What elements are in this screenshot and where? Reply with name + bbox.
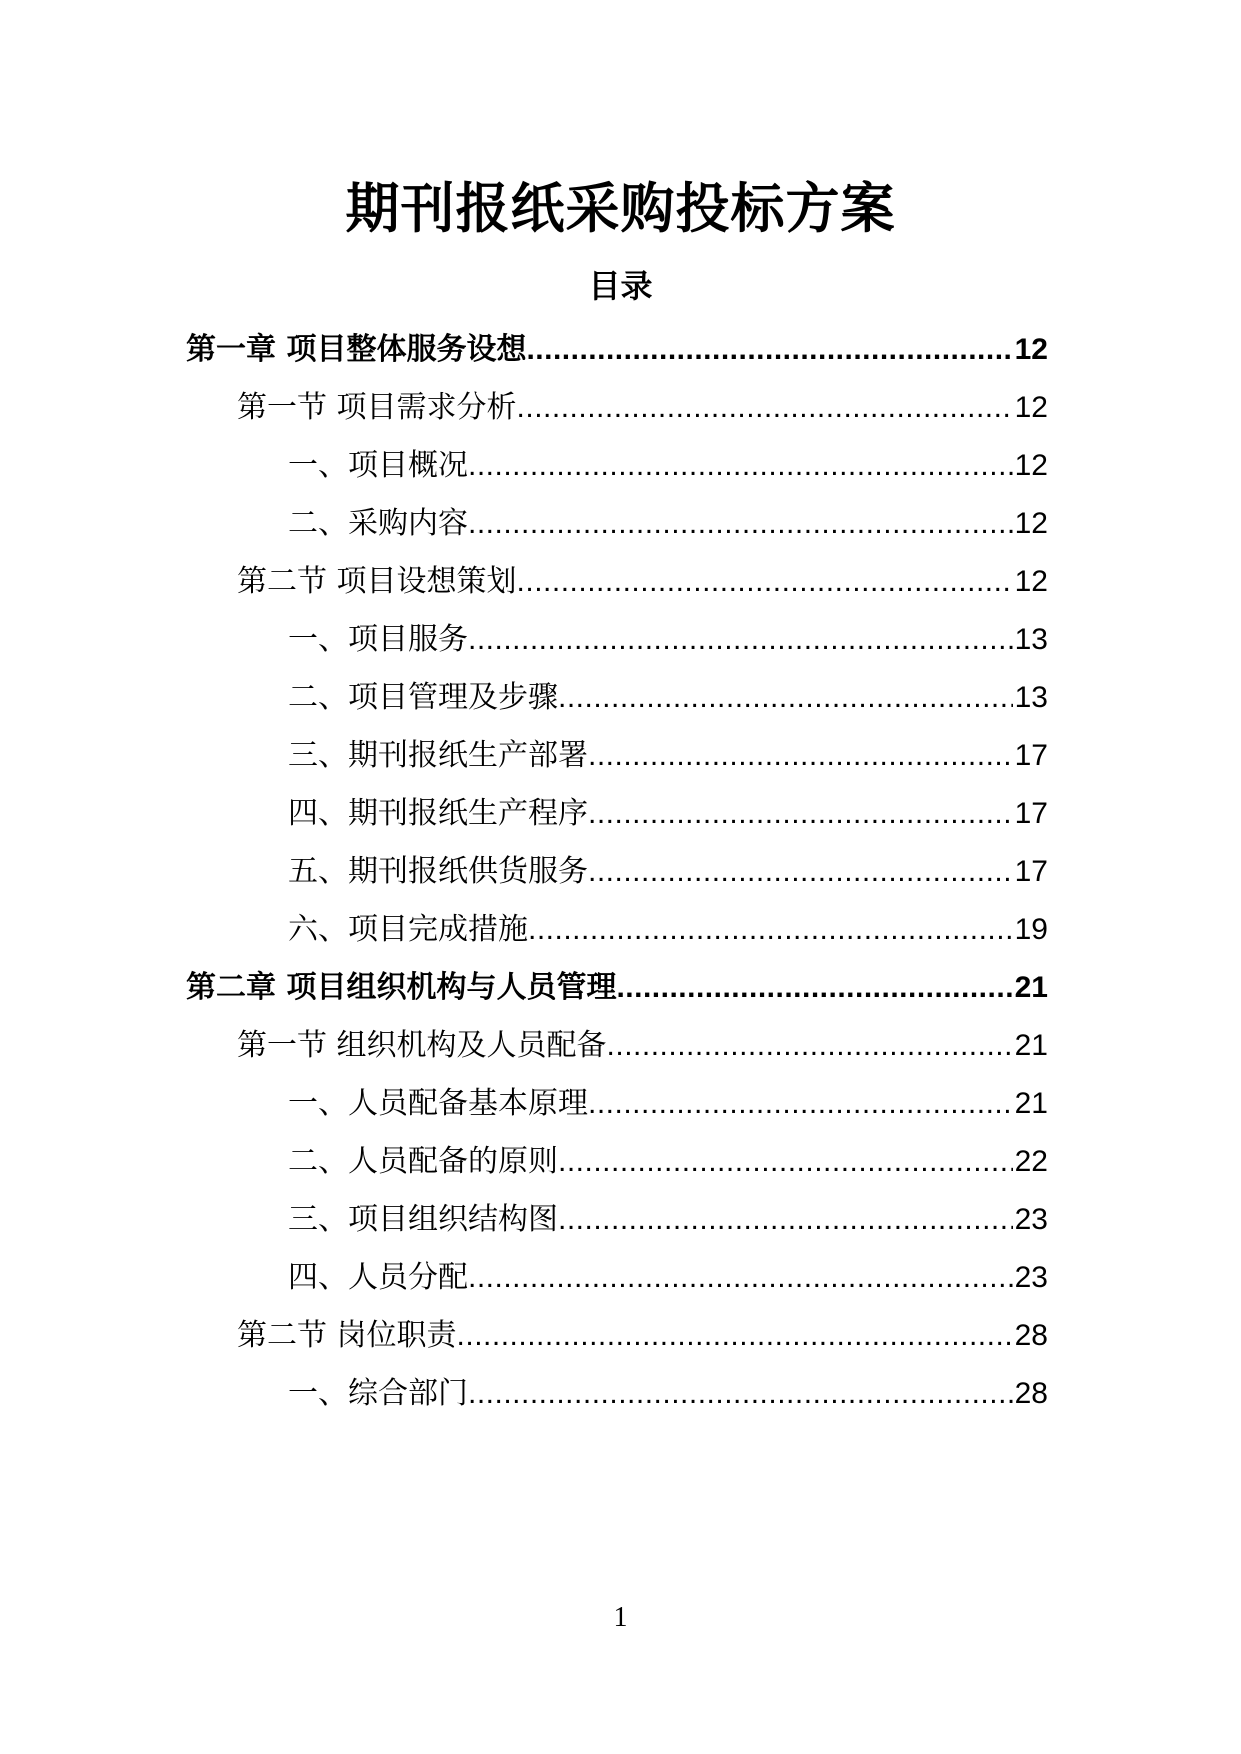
toc-entry-label: 一、综合部门 [288, 1376, 468, 1411]
toc-entry-page: 12 [1014, 565, 1048, 598]
toc-entry-label: 二、人员配备的原则 [288, 1144, 558, 1179]
toc-entry-page: 28 [1014, 1319, 1048, 1352]
toc-entry-label: 第一章 项目整体服务设想 [186, 332, 527, 367]
toc-leader-dots [517, 557, 1013, 607]
toc-entry-label: 二、项目管理及步骤 [288, 680, 558, 715]
toc-subsection-entry[interactable] [288, 847, 1048, 897]
toc-subsection-entry[interactable] [288, 673, 1048, 723]
toc-entry-page: 28 [1014, 1377, 1048, 1410]
toc-subsection-entry[interactable] [288, 1195, 1048, 1245]
toc-entry-page: 13 [1014, 681, 1048, 714]
toc-subsection-entry[interactable] [288, 441, 1048, 491]
toc-entry-label: 三、项目组织结构图 [288, 1202, 558, 1237]
toc-subsection-entry[interactable] [288, 615, 1048, 665]
toc-subsection-entry[interactable] [288, 499, 1048, 549]
toc-entry-page: 22 [1014, 1145, 1048, 1178]
toc-entry-page: 23 [1014, 1261, 1048, 1294]
toc-leader-dots [468, 499, 1013, 549]
toc-entry-page: 23 [1014, 1203, 1048, 1236]
toc-entry-label: 第二节 岗位职责 [237, 1318, 457, 1353]
toc-leader-dots [468, 1369, 1013, 1419]
toc-subsection-entry[interactable] [288, 1369, 1048, 1419]
toc-leader-dots [588, 789, 1013, 839]
toc-entry-label: 第一节 组织机构及人员配备 [237, 1028, 607, 1063]
toc-entry-page: 19 [1014, 913, 1048, 946]
toc-heading: 目录 [588, 267, 653, 305]
toc-entry-page: 12 [1014, 333, 1048, 366]
toc-entry-page: 21 [1014, 971, 1048, 1004]
toc-entry-label: 六、项目完成措施 [288, 912, 528, 947]
toc-entry-page: 21 [1014, 1029, 1048, 1062]
toc-entry-label: 一、项目服务 [288, 622, 468, 657]
toc-entry-page: 13 [1014, 623, 1048, 656]
toc-leader-dots [588, 847, 1013, 897]
toc-entry-page: 12 [1014, 391, 1048, 424]
toc-subsection-entry[interactable] [288, 1079, 1048, 1129]
toc-entry-page: 17 [1014, 797, 1048, 830]
toc-leader-dots [588, 1079, 1013, 1129]
toc-leader-dots [468, 441, 1013, 491]
toc-section-entry[interactable] [237, 557, 1048, 607]
page-number: 1 [613, 1602, 628, 1633]
toc-entry-label: 一、人员配备基本原理 [288, 1086, 588, 1121]
toc-entry-label: 四、期刊报纸生产程序 [288, 796, 588, 831]
toc-subsection-entry[interactable] [288, 731, 1048, 781]
toc-leader-dots [558, 1137, 1013, 1187]
toc-leader-dots [468, 615, 1013, 665]
toc-leader-dots [457, 1311, 1013, 1361]
toc-entry-label: 第二章 项目组织机构与人员管理 [186, 970, 617, 1005]
toc-section-entry[interactable] [237, 383, 1048, 433]
toc-entry-label: 五、期刊报纸供货服务 [288, 854, 588, 889]
toc-section-entry[interactable] [237, 1311, 1048, 1361]
toc-leader-dots [588, 731, 1013, 781]
toc-entry-page: 17 [1014, 855, 1048, 888]
toc-subsection-entry[interactable] [288, 1137, 1048, 1187]
toc-leader-dots [468, 1253, 1013, 1303]
toc-subsection-entry[interactable] [288, 789, 1048, 839]
toc-entry-label: 一、项目概况 [288, 448, 468, 483]
toc-leader-dots [517, 383, 1013, 433]
toc-section-entry[interactable] [237, 1021, 1048, 1071]
toc-entry-page: 12 [1014, 507, 1048, 540]
toc-chapter-entry[interactable] [186, 325, 1048, 375]
toc-entry-label: 第二节 项目设想策划 [237, 564, 517, 599]
toc-leader-dots [607, 1021, 1013, 1071]
toc-leader-dots [528, 905, 1013, 955]
document-title: 期刊报纸采购投标方案 [345, 177, 896, 240]
toc-leader-dots [616, 963, 1012, 1013]
toc-subsection-entry[interactable] [288, 1253, 1048, 1303]
toc-chapter-entry[interactable] [186, 963, 1048, 1013]
toc-entry-page: 21 [1014, 1087, 1048, 1120]
toc-entry-page: 17 [1014, 739, 1048, 772]
toc-leader-dots [558, 1195, 1013, 1245]
toc-subsection-entry[interactable] [288, 905, 1048, 955]
toc-entry-label: 三、期刊报纸生产部署 [288, 738, 588, 773]
toc-entry-label: 四、人员分配 [288, 1260, 468, 1295]
toc-entry-page: 12 [1014, 449, 1048, 482]
toc-entry-label: 第一节 项目需求分析 [237, 390, 517, 425]
toc-leader-dots [526, 325, 1012, 375]
toc-leader-dots [558, 673, 1013, 723]
toc-entry-label: 二、采购内容 [288, 506, 468, 541]
